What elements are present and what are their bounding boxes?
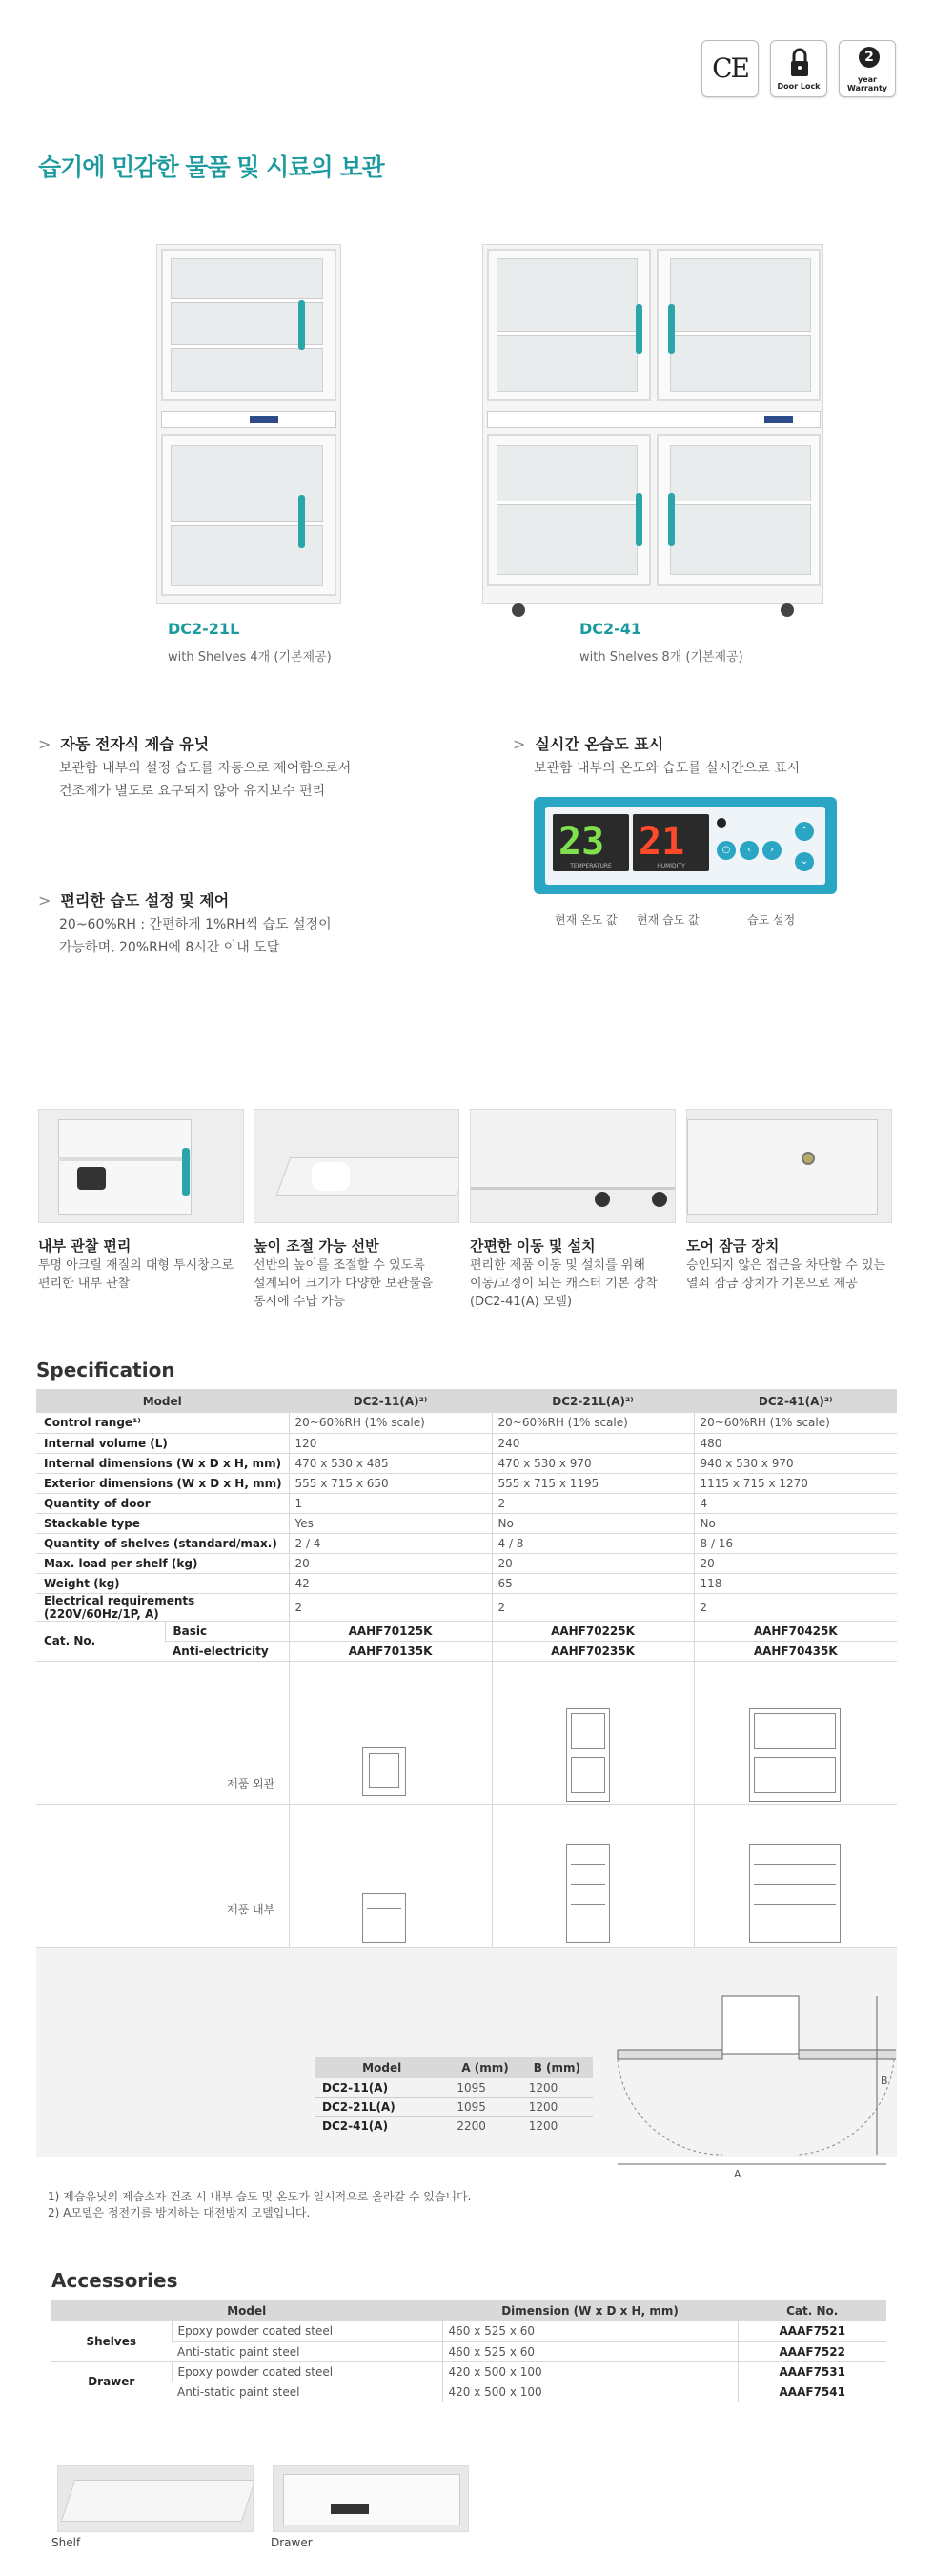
spec-row-value: 555 x 715 x 1195: [492, 1473, 694, 1493]
exterior-label: 제품 외관: [227, 1777, 275, 1790]
dc2-21l-cabinet-image: [156, 244, 341, 604]
ab-dimension-table: [315, 2057, 593, 2136]
cat-anti-value: AAHF70435K: [694, 1641, 897, 1661]
spec-row: [36, 1433, 897, 1453]
chevron-right-icon: >: [38, 891, 51, 910]
accessories-table: [51, 2300, 886, 2402]
spec-row: [36, 1453, 897, 1473]
dc2-21l-exterior-drawing: [566, 1708, 610, 1802]
spec-row-value: 4 / 8: [492, 1533, 694, 1553]
spec-row-value: 42: [289, 1573, 492, 1593]
spec-row-value: 1: [289, 1493, 492, 1513]
down-arrow-icon: ⌄: [795, 852, 814, 871]
spec-row-label: Weight (kg): [36, 1573, 289, 1593]
spec-row-value: 480: [694, 1433, 897, 1453]
feature-title-auto-unit: > 자동 전자식 제습 유닛: [38, 735, 210, 753]
ab-model: DC2-41(A): [315, 2116, 449, 2136]
spec-row: [36, 1413, 897, 1433]
cat-no-label: Cat. No.: [36, 1621, 165, 1661]
note-2: 2) A모델은 정전기를 방지하는 대전방지 모델입니다.: [48, 2206, 311, 2219]
ab-a: 1095: [449, 2078, 520, 2097]
spec-row: [36, 1533, 897, 1553]
lock-icon: [771, 41, 828, 83]
spec-row-label: Electrical requirements (220V/60Hz/1P, A): [36, 1593, 289, 1621]
spec-row-value: 2: [694, 1593, 897, 1621]
acc-catno: AAAF7522: [738, 2341, 886, 2361]
caption-drawer: Drawer: [271, 2536, 313, 2549]
spec-col-model: Model: [36, 1389, 289, 1413]
spec-row-value: No: [694, 1513, 897, 1533]
spec-row-value: 4: [694, 1493, 897, 1513]
right-arrow-icon: ›: [762, 841, 782, 860]
product-sub-dc2-41: with Shelves 8개 (기본제공): [579, 650, 743, 664]
thumb-desc-lock: 승인되지 않은 접근을 차단할 수 있는 열쇠 잠금 장치가 기본으로 제공: [686, 1258, 886, 1291]
ab-model: DC2-11(A): [315, 2078, 449, 2097]
spec-row-value: 1115 x 715 x 1270: [694, 1473, 897, 1493]
spec-row-value: Yes: [289, 1513, 492, 1533]
spec-row-label: Stackable type: [36, 1513, 289, 1533]
acc-dimension: 460 x 525 x 60: [442, 2341, 738, 2361]
acc-col-catno: Cat. No.: [738, 2300, 886, 2321]
door-lock-label: Door Lock: [777, 82, 821, 91]
warranty-number: 2: [859, 47, 880, 68]
temperature-display: 23 TEMPERATURE: [553, 814, 629, 871]
humidity-display: 21 HUMIDITY: [633, 814, 709, 871]
dc2-41-exterior-drawing: [749, 1708, 841, 1802]
spec-row-label: Max. load per shelf (kg): [36, 1553, 289, 1573]
feature-desc-humidity-setting: 20~60%RH : 간편하게 1%RH씩 습도 설정이 가능하며, 20%RH에 8시간 이내 도달: [59, 917, 332, 955]
up-arrow-icon: ⌃: [795, 822, 814, 841]
thumb-interior-view: [38, 1109, 244, 1223]
thumb-desc-interior: 투명 아크릴 재질의 대형 투시창으로 편리한 내부 관찰: [38, 1258, 234, 1291]
spec-row-value: 240: [492, 1433, 694, 1453]
interior-label: 제품 내부: [227, 1903, 275, 1916]
spec-row: [36, 1593, 897, 1621]
spec-row-value: 470 x 530 x 970: [492, 1453, 694, 1473]
dc2-11-interior-drawing: [362, 1893, 406, 1943]
thumb-door-lock: [686, 1109, 892, 1223]
page-title: 습기에 민감한 물품 및 시료의 보관: [38, 153, 384, 181]
acc-group-shelves: Shelves: [51, 2321, 172, 2361]
caption-humidity-setting: 습도 설정: [747, 913, 796, 927]
drawer-image: [273, 2465, 469, 2532]
spec-row: [36, 1513, 897, 1533]
ab-b: 1200: [521, 2116, 593, 2136]
thumb-title-lock: 도어 잠금 장치: [686, 1237, 780, 1255]
spec-row-value: 118: [694, 1573, 897, 1593]
cat-basic-value: AAHF70425K: [694, 1621, 897, 1641]
ab-a: 1095: [449, 2097, 520, 2116]
spec-row-label: Exterior dimensions (W x D x H, mm): [36, 1473, 289, 1493]
dim-b-label: B: [881, 2075, 888, 2087]
feature-title-realtime-display: > 실시간 온습도 표시: [513, 735, 664, 753]
warranty-badge: [839, 40, 896, 97]
spec-row-value: 8 / 16: [694, 1533, 897, 1553]
acc-catno: AAAF7541: [738, 2382, 886, 2402]
spec-row-value: 2: [492, 1493, 694, 1513]
door-swing-diagram: [610, 1993, 896, 2174]
thumb-title-shelf: 높이 조절 가능 선반: [254, 1237, 379, 1255]
product-sub-dc2-21l: with Shelves 4개 (기본제공): [168, 650, 332, 664]
spec-row-value: No: [492, 1513, 694, 1533]
dc2-41-interior-drawing: [749, 1844, 841, 1943]
cat-basic-label: Basic: [165, 1621, 289, 1641]
cat-anti-label: Anti-electricity: [165, 1641, 289, 1661]
cat-anti-value: AAHF70235K: [492, 1641, 694, 1661]
spec-row-value: 940 x 530 x 970: [694, 1453, 897, 1473]
thumb-casters: [470, 1109, 676, 1223]
spec-row-value: 555 x 715 x 650: [289, 1473, 492, 1493]
shelf-image: [57, 2465, 254, 2532]
accessories-heading: Accessories: [51, 2269, 178, 2292]
feature-desc-auto-unit: 보관함 내부의 설정 습도를 자동으로 제어함으로서 건조제가 별도로 요구되지 않아 유지보수 편리: [59, 761, 352, 799]
spec-row-label: Internal volume (L): [36, 1433, 289, 1453]
dim-a-label: A: [734, 2168, 741, 2180]
acc-dimension: 460 x 525 x 60: [442, 2321, 738, 2341]
cat-anti-value: AAHF70135K: [289, 1641, 492, 1661]
chevron-right-icon: >: [38, 735, 51, 753]
spec-row-value: 20~60%RH (1% scale): [694, 1413, 897, 1433]
thumb-title-casters: 간편한 이동 및 설치: [470, 1237, 596, 1255]
acc-col-model: Model: [51, 2300, 442, 2321]
dc2-11-exterior-drawing: [362, 1747, 406, 1796]
spec-row-label: Control range¹⁾: [36, 1413, 289, 1433]
spec-row-label: Quantity of door: [36, 1493, 289, 1513]
spec-row-value: 470 x 530 x 485: [289, 1453, 492, 1473]
cat-basic-value: AAHF70225K: [492, 1621, 694, 1641]
ab-col-a: A (mm): [449, 2057, 520, 2078]
chevron-right-icon: >: [513, 735, 526, 753]
spec-row: [36, 1573, 897, 1593]
acc-group-drawer: Drawer: [51, 2361, 172, 2402]
caption-current-temp: 현재 온도 값: [555, 913, 618, 927]
caption-current-humidity: 현재 습도 값: [637, 913, 700, 927]
spec-row-value: 2: [492, 1593, 694, 1621]
acc-catno: AAAF7531: [738, 2361, 886, 2382]
spec-row-value: 20: [289, 1553, 492, 1573]
spec-row: [36, 1553, 897, 1573]
spec-row-value: 20~60%RH (1% scale): [289, 1413, 492, 1433]
left-arrow-icon: ‹: [740, 841, 759, 860]
spec-row-value: 20~60%RH (1% scale): [492, 1413, 694, 1433]
spec-heading: Specification: [36, 1359, 175, 1381]
acc-dimension: 420 x 500 x 100: [442, 2361, 738, 2382]
spec-row: [36, 1493, 897, 1513]
spec-row-value: 2 / 4: [289, 1533, 492, 1553]
feature-desc-realtime-display: 보관함 내부의 온도와 습도를 실시간으로 표시: [534, 761, 801, 776]
ce-mark: CE: [712, 52, 748, 84]
product-name-dc2-41: DC2-41: [579, 620, 642, 638]
controller-panel-image: [534, 797, 837, 894]
spec-row-label: Quantity of shelves (standard/max.): [36, 1533, 289, 1553]
ce-mark-badge: [701, 40, 759, 97]
ab-col-model: Model: [315, 2057, 449, 2078]
spec-col-dc2-41: DC2-41(A)²⁾: [694, 1389, 897, 1413]
note-1: 1) 제습유닛의 제습소자 건조 시 내부 습도 및 온도가 일시적으로 올라갈 수 있습니다.: [48, 2190, 472, 2203]
spec-row-value: 120: [289, 1433, 492, 1453]
acc-material: Epoxy powder coated steel: [172, 2361, 442, 2382]
acc-dimension: 420 x 500 x 100: [442, 2382, 738, 2402]
ab-col-b: B (mm): [521, 2057, 593, 2078]
spec-row-value: 20: [492, 1553, 694, 1573]
acc-catno: AAAF7521: [738, 2321, 886, 2341]
spec-row-value: 65: [492, 1573, 694, 1593]
spec-notes: [48, 2189, 471, 2221]
thumb-desc-shelf: 선반의 높이를 조절할 수 있도록 설계되어 크기가 다양한 보관물을 동시에 수납 가능: [254, 1258, 434, 1309]
spec-row-label: Internal dimensions (W x D x H, mm): [36, 1453, 289, 1473]
set-button-icon: ○: [717, 841, 736, 860]
acc-material: Anti-static paint steel: [172, 2341, 442, 2361]
feature-title-humidity-setting: > 편리한 습도 설정 및 제어: [38, 891, 230, 910]
spec-row: [36, 1473, 897, 1493]
cat-basic-value: AAHF70125K: [289, 1621, 492, 1641]
spec-row-value: 20: [694, 1553, 897, 1573]
spec-row-basic: [36, 1621, 897, 1641]
product-name-dc2-21l: DC2-21L: [168, 620, 240, 638]
acc-material: Epoxy powder coated steel: [172, 2321, 442, 2341]
door-lock-badge: [770, 40, 827, 97]
caption-shelf: Shelf: [51, 2536, 81, 2549]
spec-col-dc2-21l: DC2-21L(A)²⁾: [492, 1389, 694, 1413]
ab-b: 1200: [521, 2097, 593, 2116]
thumb-title-interior: 내부 관찰 편리: [38, 1237, 132, 1255]
ab-a: 2200: [449, 2116, 520, 2136]
acc-material: Anti-static paint steel: [172, 2382, 442, 2402]
thumb-adjustable-shelf: [254, 1109, 459, 1223]
dc2-21l-interior-drawing: [566, 1844, 610, 1943]
acc-col-dimension: Dimension (W x D x H, mm): [442, 2300, 738, 2321]
spec-row-anti: [36, 1641, 897, 1661]
ab-b: 1200: [521, 2078, 593, 2097]
dc2-41-cabinet-image: [482, 244, 823, 604]
spec-row-value: 2: [289, 1593, 492, 1621]
spec-col-dc2-11: DC2-11(A)²⁾: [289, 1389, 492, 1413]
ab-model: DC2-21L(A): [315, 2097, 449, 2116]
thumb-desc-casters: 편리한 제품 이동 및 설치를 위해 이동/고정이 되는 캐스터 기본 장착 (DC2-41(A) 모델): [470, 1258, 658, 1309]
warranty-label: year Warranty: [847, 75, 887, 92]
